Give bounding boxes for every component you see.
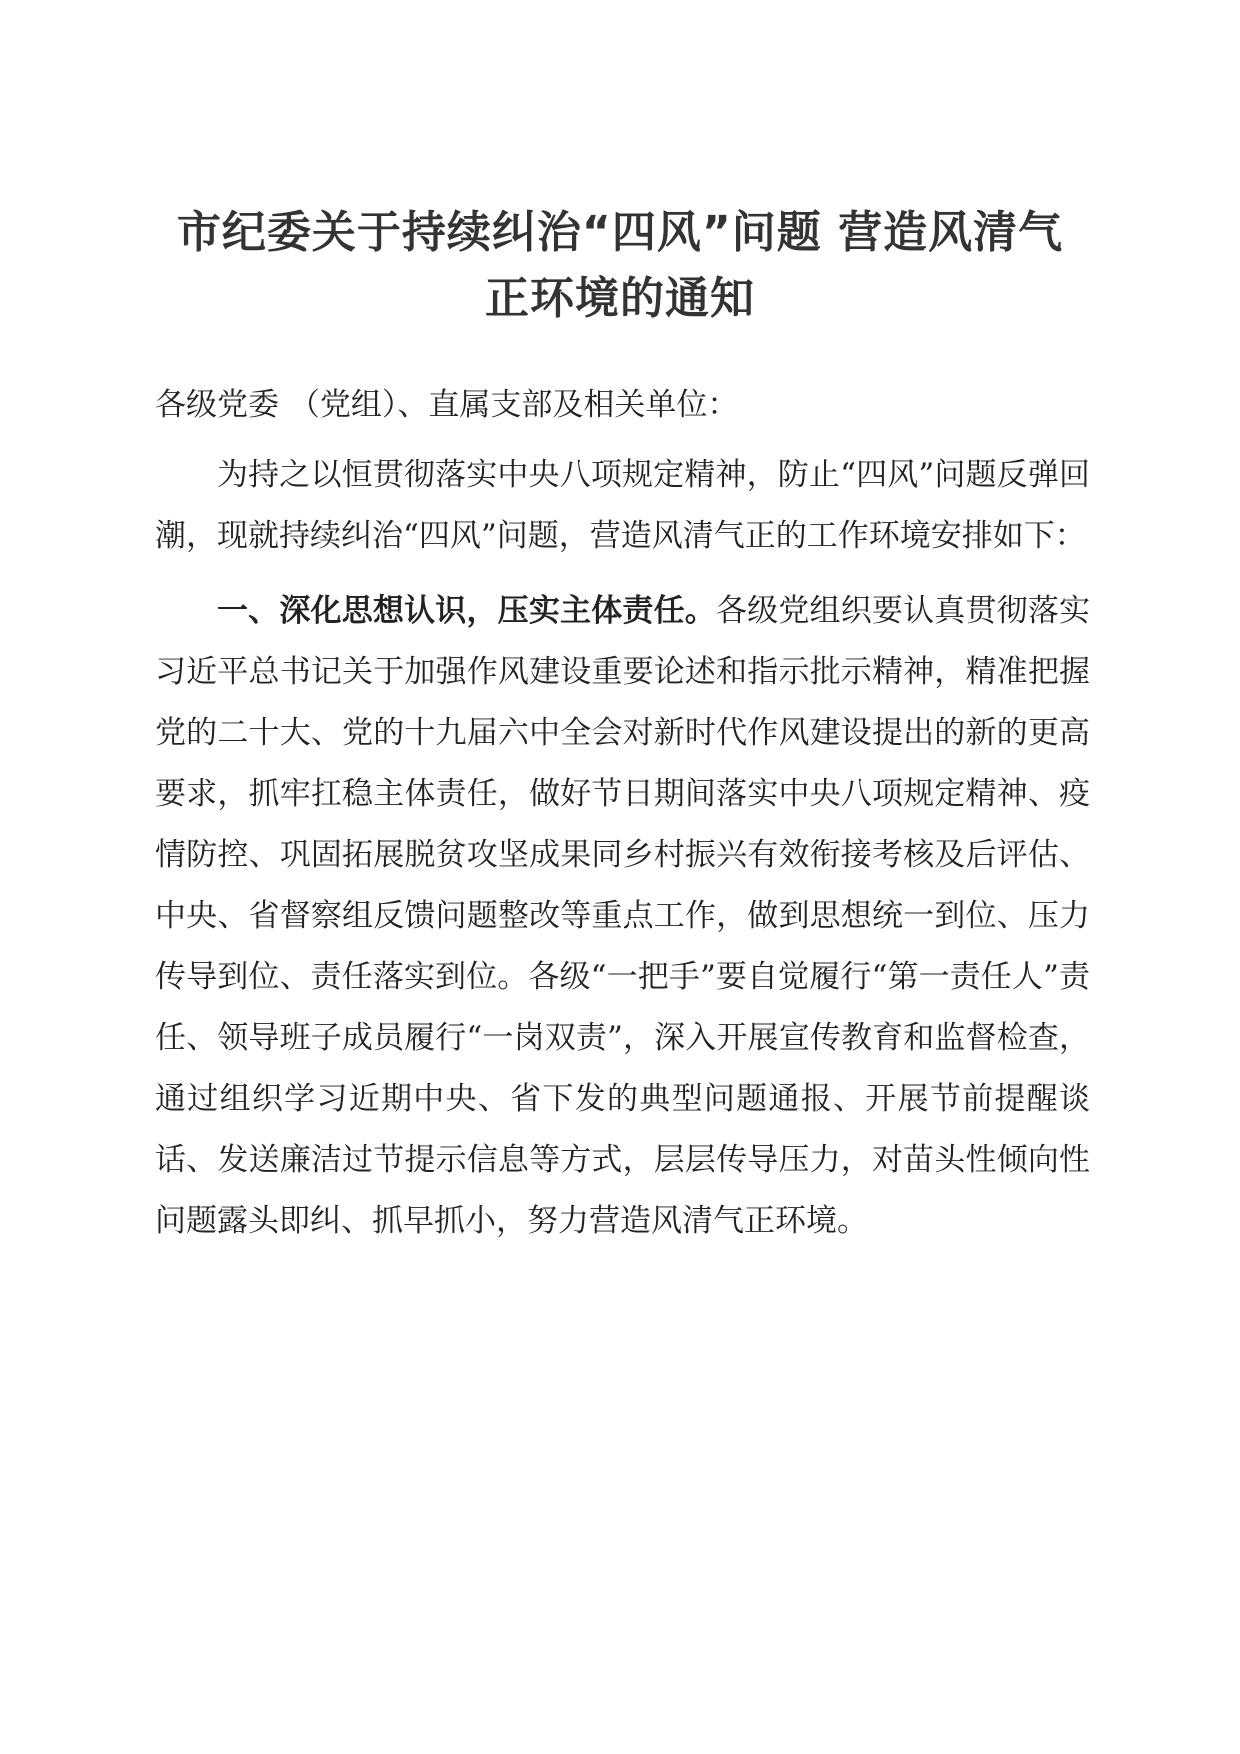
document-body [155,375,1090,1266]
section-1-heading: 一、深化思想认识，压实主体责任。 [217,593,716,629]
document-title [140,200,1100,332]
intro-paragraph: 为持之以恒贯彻落实中央八项规定精神，防止“四风”问题反弹回潮，现就持续纠治“四风”问题，营造风清气正的工作环境安排如下： [155,457,1090,554]
salutation: 各级党委 （党组）、直属支部及相关单位： [155,387,739,423]
section-1-paragraph [155,581,1090,1252]
title-line-2: 正环境的通知 [485,273,755,324]
title-line-1: 市纪委关于持续纠治“四风”问题 营造风清气 [176,207,1064,258]
section-1-body: 各级党组织要认真贯彻落实习近平总书记关于加强作风建设重要论述和指示批示精神，精准把握党的二十大、党的十九届六中全会对新时代作风建设提出的新的更高要求，抓牢扛稳主体责任，做好节日期间落实中央八项规定精神、疫情防控、巩固拓展脱贫攻坚成果同乡村振兴有效衔接考核及后评估、中央、省督察组反馈问题整改等重点工作，做到思想统一到位、压力传导到位、责任落实到位。各级“一把手”要自觉履行“第一责任人”责任、领导班子成员履行“一岗双责”，深入开展宣传教育和监督检查，通过组织学习近期中央、省下发的典型问题通报、开展节前提醒谈话、发送廉洁过节提示信息等方式，层层传导压力，对苗头性倾向性问题露头即纠、抓早抓小，努力营造风清气正环境。 [155,593,1091,1239]
